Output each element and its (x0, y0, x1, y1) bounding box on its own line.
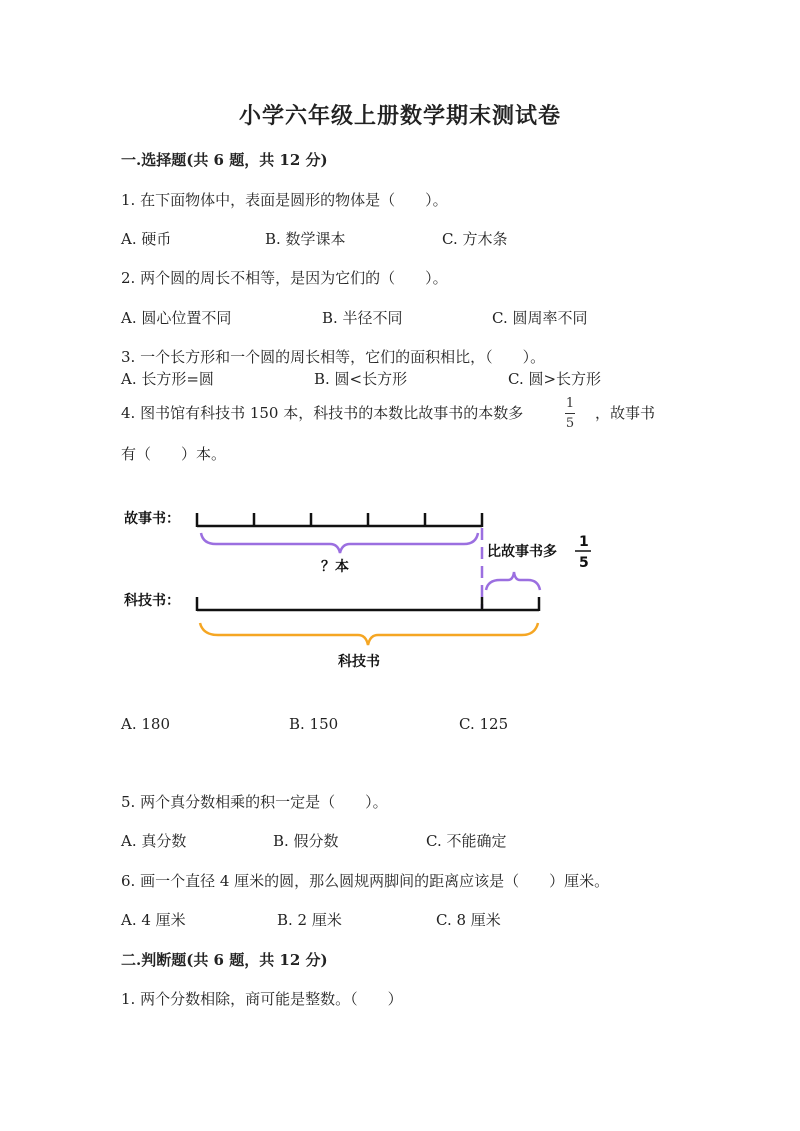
q2-option-c: C. 圆周率不同 (492, 309, 588, 327)
question-1: 1. 在下面物体中，表面是圆形的物体是（ ）。 (121, 191, 448, 209)
question-4-line1: 4. 图书馆有科技书 150 本，科技书的本数比故事书的本数多 (121, 404, 524, 422)
page-title: 小学六年级上册数学期末测试卷 (238, 103, 561, 129)
question-4-line1-tail: ，故事书 (595, 404, 656, 422)
question-3: 3. 一个长方形和一个圆的周长相等，它们的面积相比，（ ）。 (121, 348, 546, 366)
question-5: 5. 两个真分数相乘的积一定是（ ）。 (121, 793, 388, 811)
tech-book-brace (200, 623, 538, 645)
q5-option-b: B. 假分数 (273, 832, 339, 850)
q5-option-c: C. 不能确定 (426, 832, 507, 850)
question-2: 2. 两个圆的周长不相等，是因为它们的（ ）。 (121, 269, 448, 287)
q4-fraction-numerator: 1 (565, 396, 575, 411)
q1-option-a: A. 硬币 (121, 230, 172, 248)
line-segment-diagram (110, 500, 610, 680)
q6-option-c: C. 8 厘米 (436, 911, 501, 929)
more-fraction-numerator: 1 (579, 534, 589, 550)
q3-option-c: C. 圆>长方形 (508, 370, 602, 388)
q2-option-a: A. 圆心位置不同 (121, 309, 232, 327)
more-than-label: 比故事书多 (487, 544, 557, 560)
q5-option-a: A. 真分数 (121, 832, 187, 850)
q1-option-c: C. 方木条 (442, 230, 508, 248)
tech-book-brace-label: 科技书 (338, 654, 380, 670)
story-book-brace (201, 533, 478, 553)
tech-book-label: 科技书： (124, 593, 180, 609)
story-book-brace-label: ？本 (321, 559, 349, 575)
q4-fraction-bar (565, 413, 575, 414)
section-heading-judgement: 二.判断题(共 6 题，共 12 分) (121, 951, 328, 969)
story-book-label: 故事书： (124, 511, 180, 527)
question-6: 6. 画一个直径 4 厘米的圆，那么圆规两脚间的距离应该是（ ）厘米。 (121, 872, 610, 890)
q2-option-b: B. 半径不同 (322, 309, 403, 327)
judgement-question-1: 1. 两个分数相除，商可能是整数。（ ） (121, 990, 403, 1008)
q4-fraction-denominator: 5 (565, 416, 575, 431)
extra-brace (486, 572, 540, 590)
q6-option-a: A. 4 厘米 (121, 911, 186, 929)
q4-option-b: B. 150 (289, 715, 339, 733)
q6-option-b: B. 2 厘米 (277, 911, 342, 929)
question-4-line2: 有（ ）本。 (121, 445, 227, 463)
q1-option-b: B. 数学课本 (265, 230, 346, 248)
section-heading-choice: 一.选择题(共 6 题，共 12 分) (121, 151, 328, 169)
q4-option-c: C. 125 (459, 715, 509, 733)
q4-option-a: A. 180 (121, 715, 170, 733)
q3-option-a: A. 长方形=圆 (121, 370, 214, 388)
q4-fraction (562, 396, 578, 431)
q3-option-b: B. 圆<长方形 (314, 370, 408, 388)
more-fraction-denominator: 5 (579, 555, 589, 571)
